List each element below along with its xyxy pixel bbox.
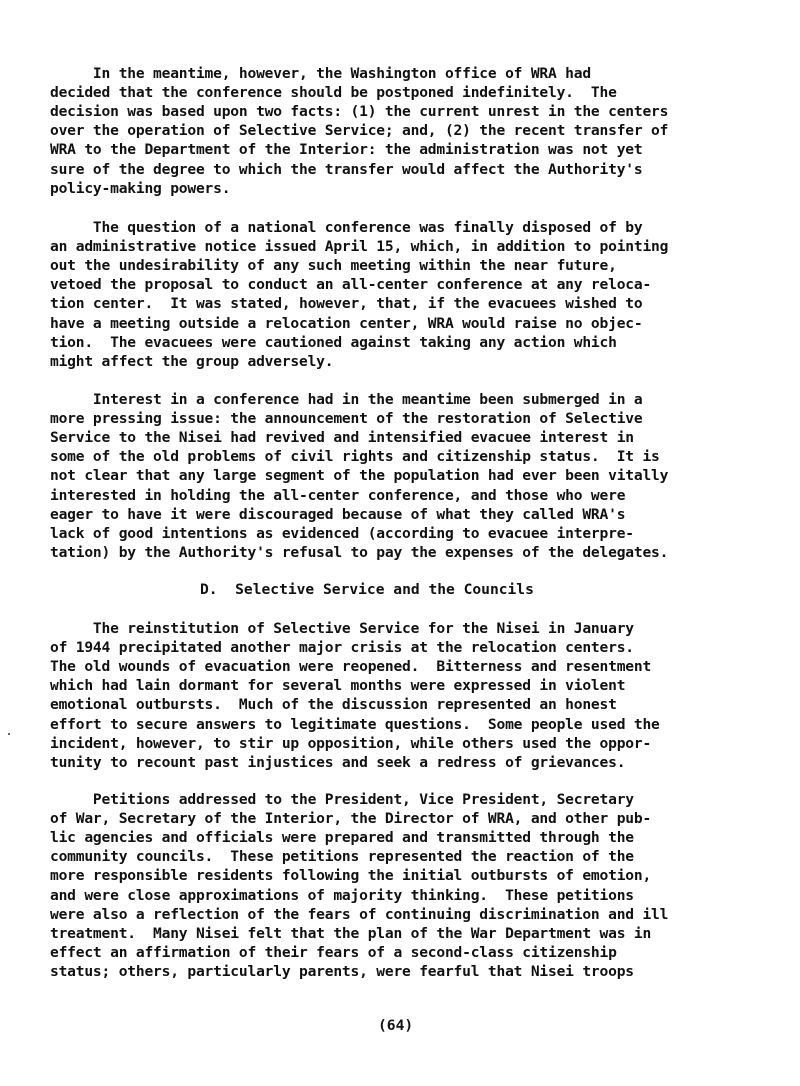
text-line: sure of the degree to which the transfer would affect the Authority's bbox=[50, 160, 643, 178]
text-line: decided that the conference should be postponed indefinitely. The bbox=[50, 84, 617, 102]
text-line: In the meantime, however, the Washington office of WRA had bbox=[50, 65, 591, 82]
text-line: lack of good intentions as evidenced (according to evacuee interpre- bbox=[50, 524, 634, 542]
page-number: (64) bbox=[378, 1017, 414, 1034]
text-line: treatment. Many Nisei felt that the plan of the War Department was in bbox=[50, 924, 652, 942]
text-line: decision was based upon two facts: (1) the current unrest in the centers bbox=[50, 103, 669, 121]
text-line: of 1944 precipitated another major crisis at the relocation centers. bbox=[50, 639, 634, 657]
text-line: which had lain dormant for several months were expressed in violent bbox=[50, 677, 626, 695]
text-line: The old wounds of evacuation were reopened. Bitterness and resentment bbox=[50, 658, 652, 676]
text-line: eager to have it were discouraged because of what they called WRA's bbox=[50, 505, 626, 523]
text-line: not clear that any large segment of the population had ever been vitally bbox=[50, 467, 669, 485]
text-line: lic agencies and officials were prepared and transmitted through the bbox=[50, 829, 634, 847]
text-line: were also a reflection of the fears of continuing discrimination and ill bbox=[50, 905, 669, 923]
text-line: effect an affirmation of their fears of a second-class citizenship bbox=[50, 943, 617, 961]
text-line: emotional outbursts. Much of the discussion represented an honest bbox=[50, 696, 617, 714]
text-line: The question of a national conference was finally disposed of by bbox=[50, 219, 643, 236]
text-line: have a meeting outside a relocation center, WRA would raise no objec- bbox=[50, 314, 643, 332]
text-line: tion center. It was stated, however, that, if the evacuees wished to bbox=[50, 295, 643, 313]
text-line: might affect the group adversely. bbox=[50, 352, 334, 370]
text-line: incident, however, to stir up opposition, while others used the oppor- bbox=[50, 734, 652, 752]
text-line: Service to the Nisei had revived and intensified evacuee interest in bbox=[50, 429, 634, 447]
text-line: more responsible residents following the initial outbursts of emotion, bbox=[50, 867, 652, 885]
text-line: an administrative notice issued April 15, which, in addition to pointing bbox=[50, 238, 669, 256]
text-line: community councils. These petitions represented the reaction of the bbox=[50, 848, 634, 866]
text-line: status; others, particularly parents, were fearful that Nisei troops bbox=[50, 962, 634, 980]
text-line: The reinstitution of Selective Service for the Nisei in January bbox=[50, 620, 634, 637]
text-line: vetoed the proposal to conduct an all-center conference at any reloca- bbox=[50, 276, 652, 294]
scan-speck bbox=[8, 733, 10, 735]
text-line: interested in holding the all-center conference, and those who were bbox=[50, 486, 626, 504]
section-heading: D. Selective Service and the Councils bbox=[200, 581, 534, 598]
text-line: more pressing issue: the announcement of the restoration of Selective bbox=[50, 410, 643, 428]
text-line: tion. The evacuees were cautioned against taking any action which bbox=[50, 333, 617, 351]
text-line: out the undesirability of any such meeting within the near future, bbox=[50, 257, 617, 275]
text-line: tunity to recount past injustices and seek a redress of grievances. bbox=[50, 753, 626, 771]
text-line: over the operation of Selective Service; and, (2) the recent transfer of bbox=[50, 122, 669, 140]
text-line: WRA to the Department of the Interior: the administration was not yet bbox=[50, 141, 643, 159]
text-line: of War, Secretary of the Interior, the Director of WRA, and other pub- bbox=[50, 810, 652, 828]
text-line: tation) by the Authority's refusal to pay the expenses of the delegates. bbox=[50, 543, 669, 561]
text-line: policy-making powers. bbox=[50, 179, 231, 197]
text-line: Interest in a conference had in the meantime been submerged in a bbox=[50, 391, 643, 408]
text-line: effort to secure answers to legitimate questions. Some people used the bbox=[50, 715, 660, 733]
text-line: and were close approximations of majority thinking. These petitions bbox=[50, 886, 634, 904]
text-line: some of the old problems of civil rights and citizenship status. It is bbox=[50, 448, 660, 466]
text-line: Petitions addressed to the President, Vice President, Secretary bbox=[50, 791, 634, 808]
